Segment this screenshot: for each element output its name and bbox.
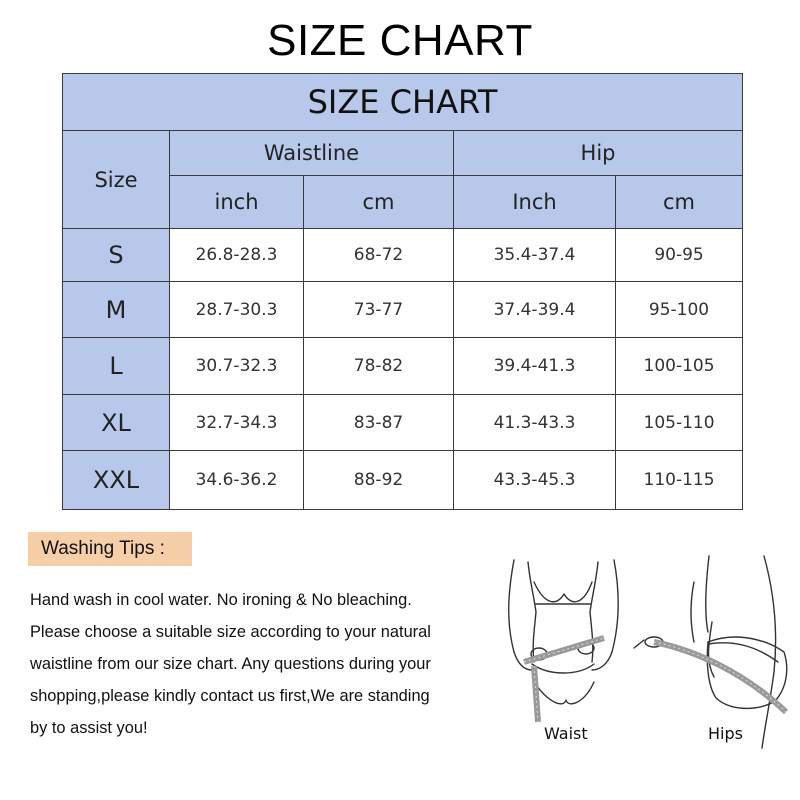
table-cell: 35.4-37.4 (454, 229, 616, 282)
size-label: XL (63, 395, 170, 451)
table-cell: 28.7-30.3 (170, 282, 304, 338)
hips-label: Hips (708, 724, 743, 743)
hip-cm-header: cm (616, 176, 743, 229)
waist-label: Waist (544, 724, 588, 743)
hip-group-header: Hip (454, 131, 743, 176)
hips-figure-icon (634, 556, 787, 748)
waist-figure-icon (509, 560, 619, 704)
tips-line: waistline from our size chart. Any questions during your (30, 655, 431, 673)
table-cell: 105-110 (616, 395, 743, 451)
table-cell: 100-105 (616, 338, 743, 395)
size-label: XXL (63, 451, 170, 510)
size-chart-table (62, 73, 743, 510)
table-row (63, 338, 743, 395)
table-cell: 41.3-43.3 (454, 395, 616, 451)
tips-line: Please choose a suitable size according to your natural (30, 623, 431, 641)
table-row (63, 395, 743, 451)
table-cell: 34.6-36.2 (170, 451, 304, 510)
table-cell: 68-72 (304, 229, 454, 282)
table-row (63, 229, 743, 282)
size-label: M (63, 282, 170, 338)
washing-tips-heading: Washing Tips : (28, 532, 192, 566)
size-label: S (63, 229, 170, 282)
table-cell: 83-87 (304, 395, 454, 451)
table-cell: 43.3-45.3 (454, 451, 616, 510)
table-cell: 78-82 (304, 338, 454, 395)
table-cell: 30.7-32.3 (170, 338, 304, 395)
table-cell: 32.7-34.3 (170, 395, 304, 451)
washing-tips-text (30, 584, 490, 744)
table-row (63, 282, 743, 338)
table-cell: 110-115 (616, 451, 743, 510)
table-cell: 90-95 (616, 229, 743, 282)
table-cell: 39.4-41.3 (454, 338, 616, 395)
table-cell: 26.8-28.3 (170, 229, 304, 282)
table-title: SIZE CHART (63, 74, 743, 131)
tips-line: Hand wash in cool water. No ironing & No bleaching. (30, 591, 412, 609)
measurement-illustration (494, 552, 794, 752)
table-cell: 88-92 (304, 451, 454, 510)
size-label: L (63, 338, 170, 395)
waistline-group-header: Waistline (170, 131, 454, 176)
table-row (63, 451, 743, 510)
hip-inch-header: Inch (454, 176, 616, 229)
tips-line: shopping,please kindly contact us first,We are standing (30, 687, 430, 705)
table-cell: 95-100 (616, 282, 743, 338)
table-cell: 73-77 (304, 282, 454, 338)
size-column-header: Size (63, 131, 170, 229)
tips-line: by to assist you! (30, 719, 148, 737)
waist-inch-header: inch (170, 176, 304, 229)
page-title: SIZE CHART (267, 16, 533, 65)
waist-cm-header: cm (304, 176, 454, 229)
table-cell: 37.4-39.4 (454, 282, 616, 338)
